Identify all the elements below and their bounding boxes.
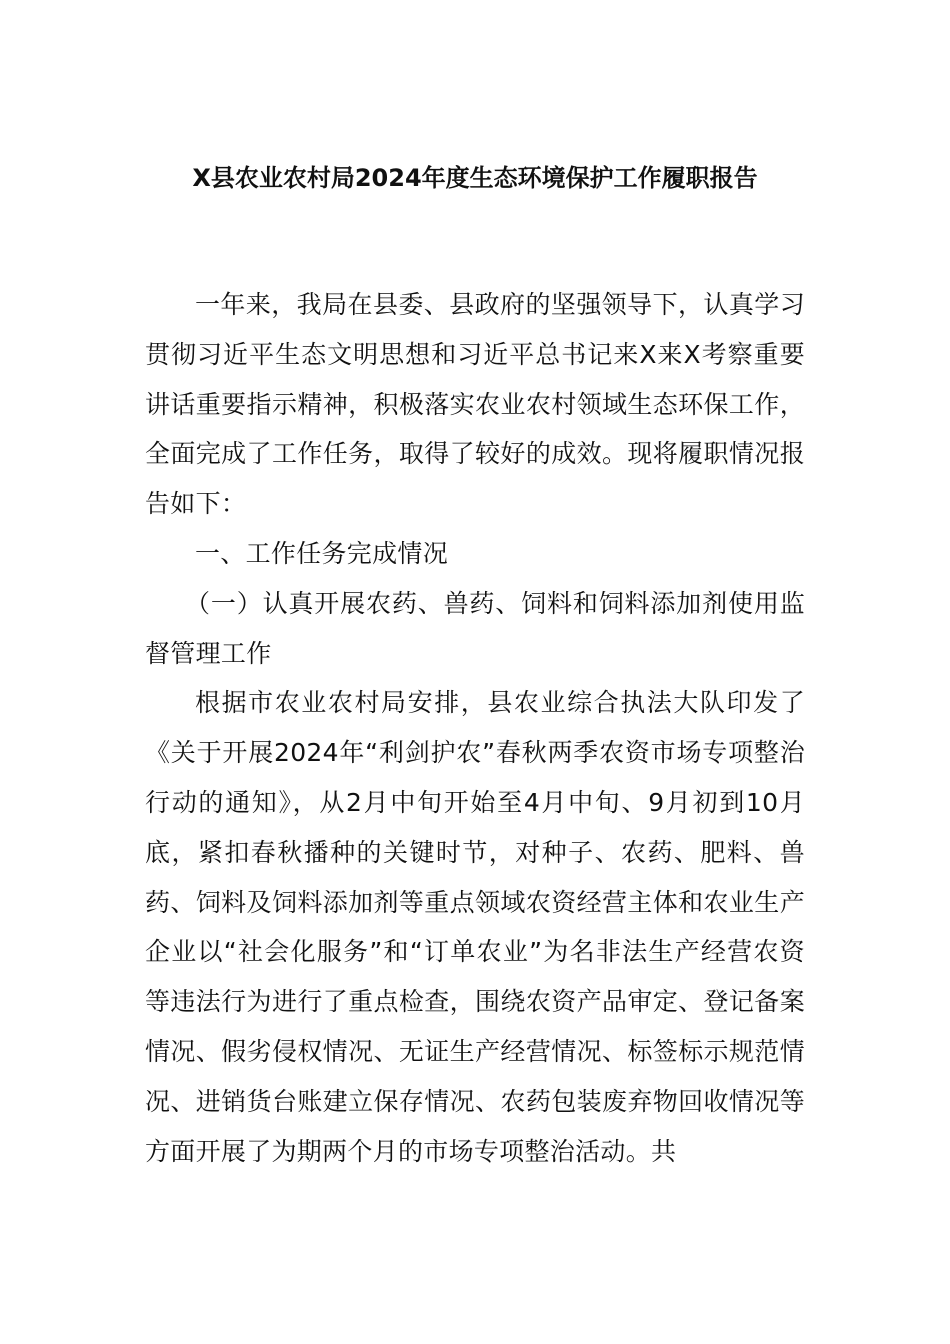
document-title: X县农业农村局2024年度生态环境保护工作履职报告: [192, 164, 758, 192]
document-body: [145, 280, 805, 1176]
subsection-heading: （一）认真开展农药、兽药、饲料和饲料添加剂使用监督管理工作: [145, 588, 805, 668]
section-heading: 一、工作任务完成情况: [195, 538, 449, 568]
paragraph-intro: 一年来，我局在县委、县政府的坚强领导下，认真学习贯彻习近平生态文明思想和习近平总书记来X来X考察重要讲话重要指示精神，积极落实农业农村领域生态环保工作，全面完成了工作任务，取得了较好的成效。现将履职情况报告如下：: [145, 290, 805, 519]
paragraph-body: 根据市农业农村局安排，县农业综合执法大队印发了《关于开展2024年“利剑护农”春秋两季农资市场专项整治行动的通知》，从2月中旬开始至4月中旬、9月初到10月底，紧扣春秋播种的关键时节，对种子、农药、肥料、兽药、饲料及饲料添加剂等重点领域农资经营主体和农业生产企业以“社会化服务”和“订单农业”为名非法生产经营农资等违法行为进行了重点检查，围绕农资产品审定、登记备案情况、假劣侵权情况、无证生产经营情况、标签标示规范情况、进销货台账建立保存情况、农药包装废弃物回收情况等方面开展了为期两个月的市场专项整治活动。共: [145, 688, 805, 1166]
